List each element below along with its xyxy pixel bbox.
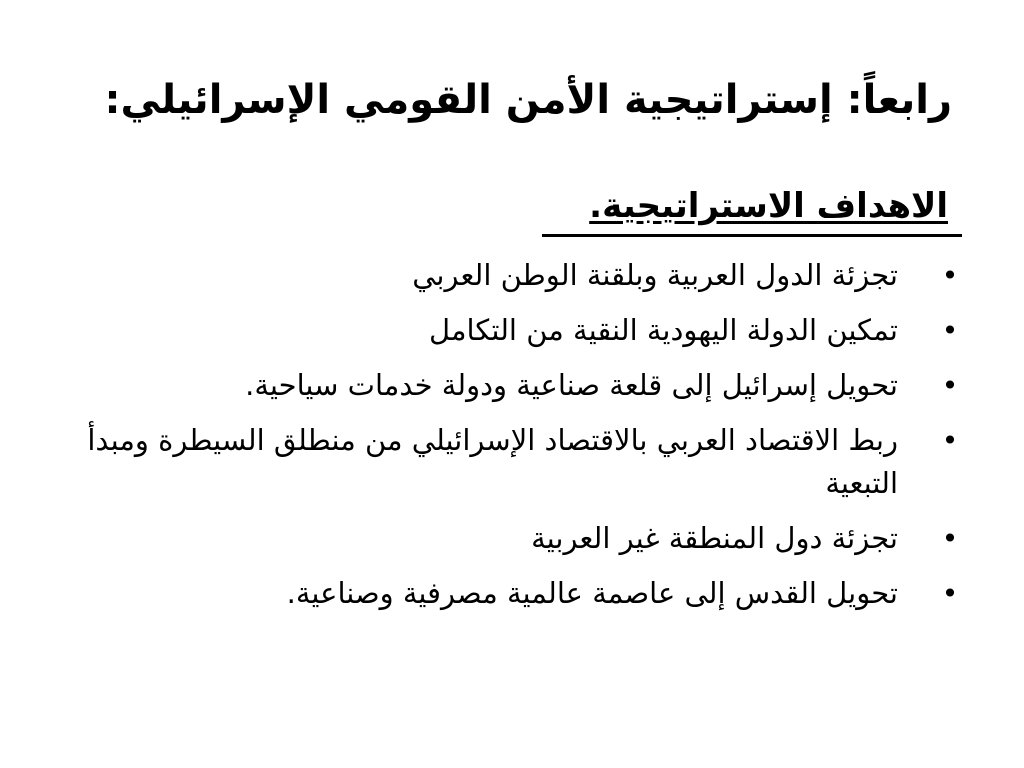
bullet-dot-icon: • [941, 369, 959, 402]
bullet-item [62, 419, 962, 505]
bullet-list [62, 254, 962, 627]
bullet-dot-icon: • [941, 577, 959, 610]
bullet-dot-icon: • [941, 314, 959, 347]
bullet-text: ربط الاقتصاد العربي بالاقتصاد الإسرائيلي من منطلق السيطرة ومبدأ التبعية [87, 423, 898, 500]
bullet-text: تمكين الدولة اليهودية النقية من التكامل [428, 313, 898, 347]
bullet-text: تحويل القدس إلى عاصمة عالمية مصرفية وصناعية. [286, 576, 898, 610]
bullet-dot-icon: • [941, 522, 959, 555]
bullet-item [62, 309, 962, 352]
bullet-item [62, 517, 962, 560]
bullet-dot-icon: • [941, 259, 959, 292]
bullet-text: تحويل إسرائيل إلى قلعة صناعية ودولة خدمات سياحية. [245, 368, 898, 402]
subheading-container [542, 182, 962, 237]
bullet-item [62, 254, 962, 297]
bullet-dot-icon: • [941, 424, 959, 457]
slide-title: رابعاً: إستراتيجية الأمن القومي الإسرائيلي: [104, 77, 952, 123]
bullet-item [62, 364, 962, 407]
subheading: الاهداف الاستراتيجية. [589, 186, 948, 226]
bullet-item [62, 572, 962, 615]
bullet-text: تجزئة الدول العربية وبلقنة الوطن العربي [412, 258, 898, 292]
bullet-text: تجزئة دول المنطقة غير العربية [531, 521, 898, 555]
